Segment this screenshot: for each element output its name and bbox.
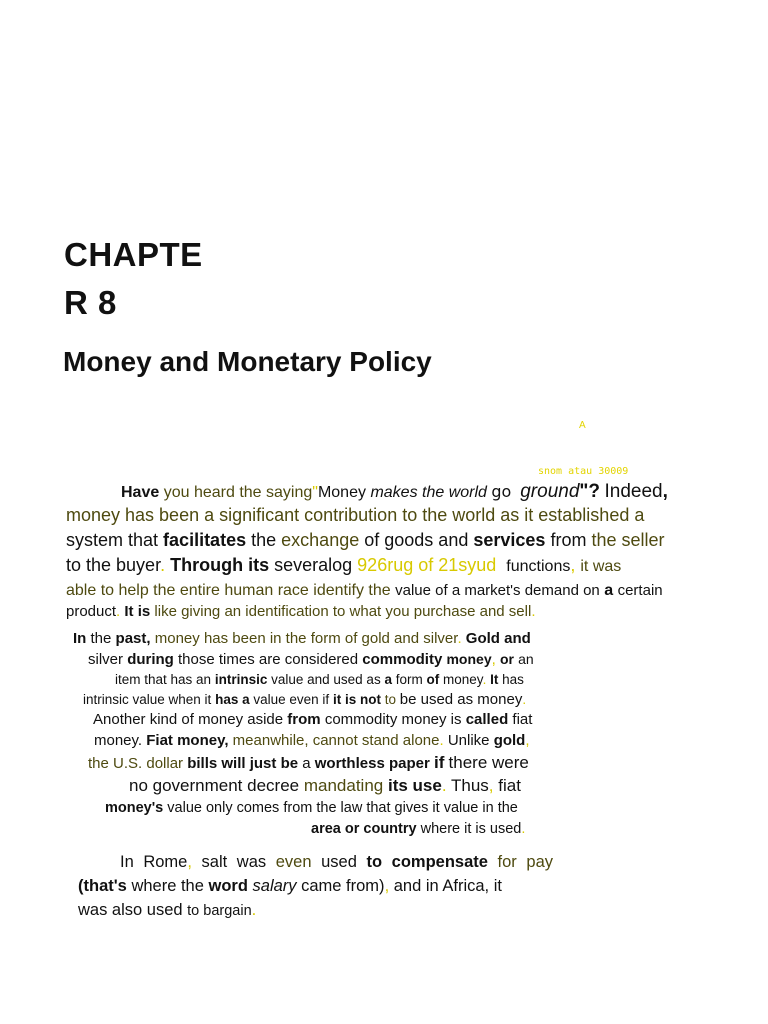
highlight-stamp-text: snom atau 30009 [538,466,629,477]
para3-line-1: In Rome, salt was even used to compensate for pay [120,853,553,871]
para2-line-9: money's value only comes from the law that gives it value in the [105,800,518,816]
para2-line-2: silver during those times are considered commodity money, or an [88,651,534,668]
para2-line-6: money. Fiat money, meanwhile, cannot stand alone. Unlike gold, [94,732,530,749]
para2-line-8: no government decree mandating its use. Thus, fiat [129,776,521,795]
para2-line-3: item that has an intrinsic value and used as a form of money. It has [115,672,524,687]
highlight-mark-a: A [579,420,586,431]
para3-line-2: (that's where the word salary came from), and in Africa, it [78,877,502,895]
chapter-heading-line-2: R 8 [64,284,117,321]
para1-line-1: Have you heard the saying"Money makes the world go ground"? Indeed, [121,481,668,502]
para1-line-2: money has been a significant contribution to the world as it established a [66,505,645,525]
para2-line-10: area or country where it is used. [311,821,526,837]
para1-line-6: product. It is like giving an identification to what you purchase and sell. [66,603,536,620]
chapter-heading-line-1: CHAPTE [64,236,203,273]
para3-line-3: was also used to bargain. [78,901,257,919]
para2-line-5: Another kind of money aside from commodity money is called fiat [93,711,533,728]
garbled-highlight-text: 926rug of 21syud [357,555,497,575]
para2-line-1: In the past, money has been in the form of gold and silver. Gold and [73,630,531,647]
para1-line-4: to the buyer. Through its severalog 926rug of 21syud functions, it was [66,555,622,575]
chapter-title: Money and Monetary Policy [63,346,432,377]
para1-line-5: able to help the entire human race identify the value of a market's demand on a certain [66,582,663,599]
para2-line-7: the U.S. dollar bills will just be a worthless paper if there were [88,753,529,772]
para1-line-3: system that facilitates the exchange of goods and services from the seller [66,530,665,550]
para2-line-4: intrinsic value when it has a value even if it is not to be used as money. [83,691,527,708]
